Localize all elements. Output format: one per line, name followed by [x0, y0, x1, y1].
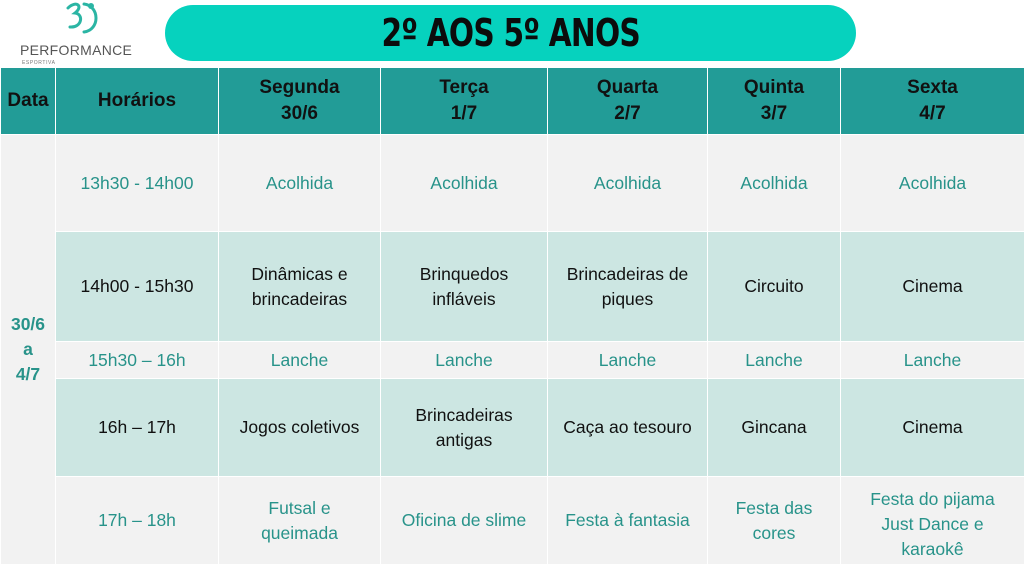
brand-name: PERFORMANCE	[20, 42, 132, 58]
activity-cell: Brincadeiras antigas	[381, 379, 548, 477]
activity-cell: Circuito	[708, 232, 841, 342]
header-day: Sexta 4/7	[841, 68, 1024, 135]
activity-cell: Futsal e queimada	[219, 477, 381, 565]
activity-cell: Festa à fantasia	[548, 477, 708, 565]
date-range-cell: 30/6 a 4/7	[1, 135, 56, 565]
activity-cell: Acolhida	[841, 135, 1024, 232]
activity-cell: Caça ao tesouro	[548, 379, 708, 477]
activity-cell: Oficina de slime	[381, 477, 548, 565]
activity-cell: Brincadeiras de piques	[548, 232, 708, 342]
activity-cell: Cinema	[841, 379, 1024, 477]
activity-cell: Lanche	[381, 342, 548, 379]
time-slot-cell: 15h30 – 16h	[56, 342, 219, 379]
schedule-table	[0, 67, 1024, 565]
activity-cell: Acolhida	[548, 135, 708, 232]
activity-cell: Brinquedos infláveis	[381, 232, 548, 342]
header-day: Terça 1/7	[381, 68, 548, 135]
brand-logo	[18, 0, 130, 68]
activity-cell: Lanche	[219, 342, 381, 379]
table-row	[1, 232, 1024, 342]
activity-cell: Lanche	[841, 342, 1024, 379]
time-slot-cell: 16h – 17h	[56, 379, 219, 477]
activity-cell: Acolhida	[381, 135, 548, 232]
header-day: Quinta 3/7	[708, 68, 841, 135]
header-time: Horários	[56, 68, 219, 135]
activity-cell: Lanche	[708, 342, 841, 379]
page-title-banner	[165, 5, 856, 61]
header-date: Data	[1, 68, 56, 135]
table-row	[1, 477, 1024, 565]
activity-cell: Gincana	[708, 379, 841, 477]
activity-cell: Acolhida	[708, 135, 841, 232]
header-row	[1, 68, 1024, 135]
table-row	[1, 135, 1024, 232]
header-day: Segunda 30/6	[219, 68, 381, 135]
table-row	[1, 342, 1024, 379]
activity-cell: Festa do pijama Just Dance e karaokê	[841, 477, 1024, 565]
time-slot-cell: 13h30 - 14h00	[56, 135, 219, 232]
activity-cell: Festa das cores	[708, 477, 841, 565]
page-title: 2º AOS 5º ANOS	[381, 11, 639, 55]
table-row	[1, 379, 1024, 477]
activity-cell: Cinema	[841, 232, 1024, 342]
time-slot-cell: 14h00 - 15h30	[56, 232, 219, 342]
time-slot-cell: 17h – 18h	[56, 477, 219, 565]
header-day: Quarta 2/7	[548, 68, 708, 135]
brand-tagline: ESPORTIVA	[22, 60, 56, 66]
activity-cell: Lanche	[548, 342, 708, 379]
activity-cell: Jogos coletivos	[219, 379, 381, 477]
activity-cell: Acolhida	[219, 135, 381, 232]
activity-cell: Dinâmicas e brincadeiras	[219, 232, 381, 342]
logo-mark-icon	[62, 0, 102, 38]
